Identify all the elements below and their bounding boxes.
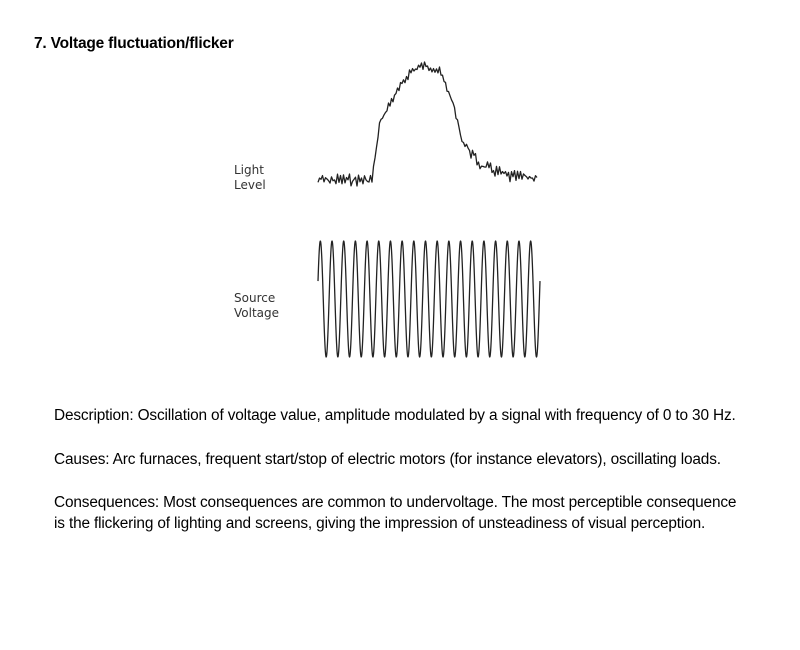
consequences-line-2: is the flickering of lighting and screens, giving the impression of unsteadiness of visual perception.	[54, 515, 706, 532]
light-level-label-line1: Light	[234, 163, 264, 177]
source-voltage-waveform	[318, 241, 540, 357]
light-level-waveform	[318, 62, 537, 186]
section-title: 7. Voltage fluctuation/flicker	[34, 35, 234, 52]
consequences-paragraph	[54, 492, 754, 534]
source-voltage-label-line1: Source	[234, 291, 276, 305]
description-paragraph: Description: Oscillation of voltage value, amplitude modulated by a signal with frequency of 0 to 30 Hz.	[54, 407, 736, 424]
consequences-line-1: Consequences: Most consequences are common to undervoltage. The most perceptible consequence	[54, 494, 737, 511]
causes-paragraph: Causes: Arc furnaces, frequent start/stop of electric motors (for instance elevators), oscillating loads.	[54, 451, 721, 468]
light-level-label-line2: Level	[234, 178, 266, 192]
source-voltage-label-line2: Voltage	[234, 306, 280, 320]
